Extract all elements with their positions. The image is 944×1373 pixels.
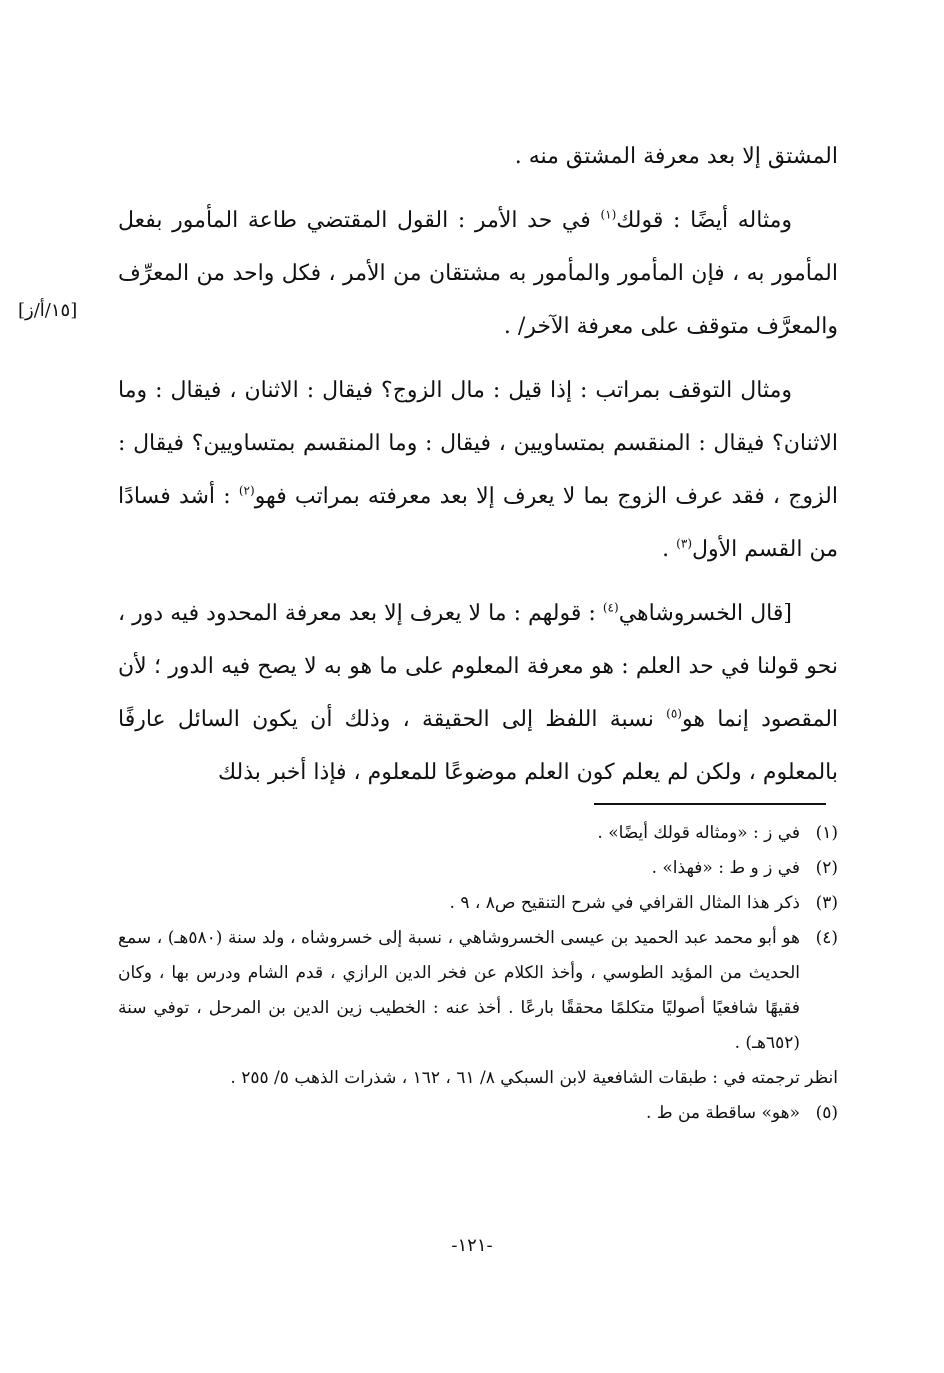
paragraph-continuation (118, 130, 838, 183)
paragraph-example-command (118, 194, 838, 353)
paragraph-text: ومثال التوقف بمراتب : إذا قيل : مال الزوج؟ فيقال : الاثنان ، فيقال : وما الاثنان؟ فيقال : المنقسم بمتساويين ، فيقال : وما المنقسم بمتساويين؟ فيقال : الزوج ، فقد عرف الزوج بما لا يعرف إلا بعد معرفته بمراتب فهو (118, 378, 838, 509)
footnote-text: هو أبو محمد عبد الحميد بن عيسى الخسروشاهي ، نسبة إلى خسروشاه ، ولد سنة (٥٨٠هـ) ، سمع الحديث من المؤيد الطوسي ، وأخذ الكلام عن فخر الدين الرازي ، قدم الشام ودرس بها ، وكان فقيهًا شافعيًا أصوليًا متكلمًا محققًا بارعًا . أخذ عنه : الخطيب زين الدين بن المرحل ، توفي سنة (٦٥٢هـ) . (118, 928, 800, 1053)
footnote-number: (٥) (815, 1103, 838, 1123)
footnote-number: (١) (815, 823, 838, 843)
footnote-text: في ز و ط : «فهذا» . (651, 858, 800, 878)
footnote-text: في ز : «ومثاله قولك أيضًا» . (597, 823, 800, 843)
footnote-reference: انظر ترجمته في : طبقات الشافعية لابن السبكي ٨/ ٦١ ، ١٦٢ ، شذرات الذهب ٥/ ٢٥٥ . (230, 1068, 838, 1088)
paragraph-text: المشتق إلا بعد معرفة المشتق منه . (514, 144, 838, 169)
footnote-marker: (٥) (666, 706, 682, 721)
footnote-marker: (٢) (238, 483, 255, 498)
footnote (118, 1096, 838, 1131)
footnote-number: (٣) (815, 893, 838, 913)
footnote-marker: (٣) (676, 536, 692, 551)
manuscript-folio-marker: [١٥/أ/ز] (18, 300, 78, 321)
paragraph-text: : قولهم : ما لا يعرف إلا بعد معرفة المحدود فيه دور ، نحو قولنا في حد العلم : هو معرفة المعلوم على ما هو به لا يصح فيه الدور ؛ لأن المقصود إنما هو (118, 601, 839, 732)
footnote-number: (٢) (815, 858, 838, 878)
paragraph-example-stages (118, 364, 838, 576)
main-text (118, 130, 838, 810)
paragraph-text: في حد الأمر : القول المقتضي طاعة المأمور بفعل المأمور به ، فإن المأمور والمأمور به مشتقان من الأمر ، فكل واحد من المعرِّف والمعرَّف متوقف على معرفة الآخر/ . (118, 208, 838, 339)
footnote (118, 851, 838, 886)
footnote (118, 921, 838, 1061)
paragraph-text: نسبة اللفظ إلى الحقيقة ، وذلك أن يكون السائل عارفًا بالمعلوم ، ولكن لم يعلم كون العلم موضوعًا للمعلوم ، فإذا أخبر بذلك (118, 707, 838, 785)
paragraph-text: : أشد فسادًا من القسم الأول (118, 484, 838, 562)
footnote-marker: (١) (600, 207, 617, 222)
page-number: -١٢١- (451, 1235, 493, 1256)
footnote-marker: (٤) (602, 600, 619, 615)
footnotes (118, 816, 838, 1131)
footnote-separator (594, 803, 826, 805)
footnote (118, 886, 838, 921)
paragraph-text: [قال الخسروشاهي (618, 601, 792, 626)
footnote-text: «هو» ساقطة من ط . (646, 1103, 800, 1123)
footnote (118, 816, 838, 851)
paragraph-khusrawshahi (118, 587, 838, 799)
paragraph-text: ومثاله أيضًا : قولك (616, 208, 792, 233)
footnote-number: (٤) (815, 928, 838, 948)
footnote-text: ذكر هذا المثال القرافي في شرح التنقيح ص٨ ، ٩ . (449, 893, 800, 913)
paragraph-text: . (662, 537, 677, 562)
